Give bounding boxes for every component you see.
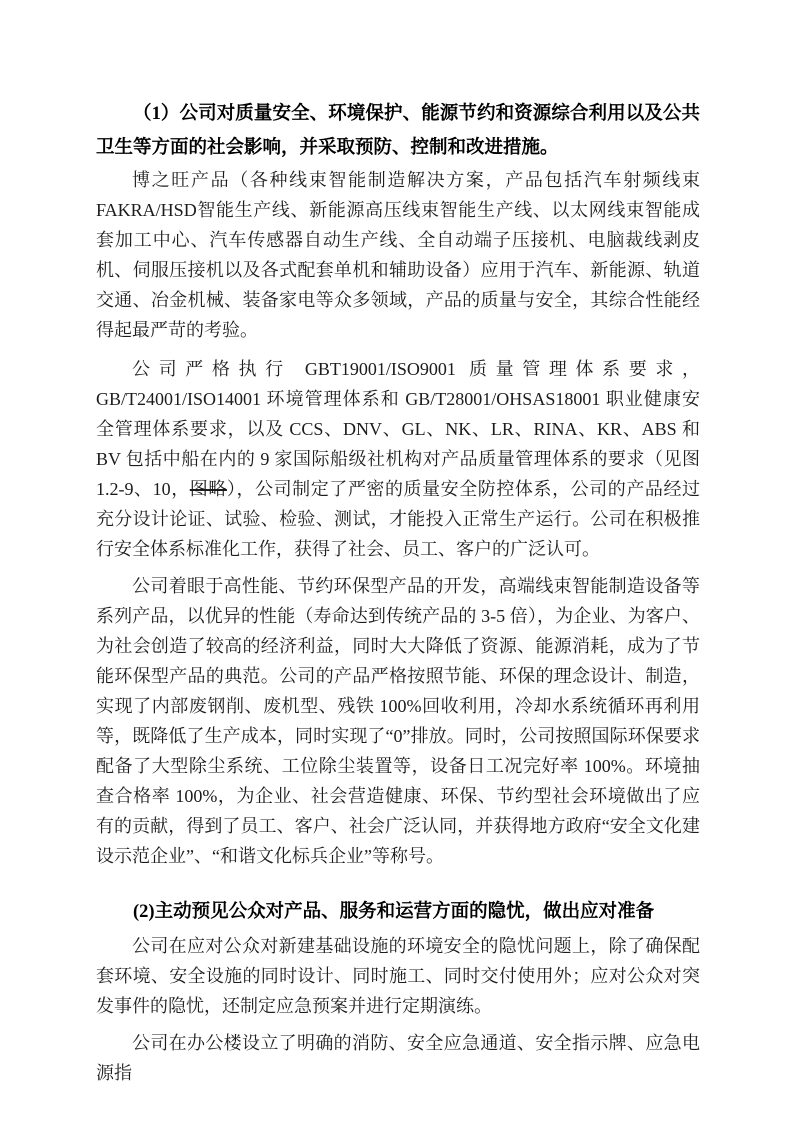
paragraph-products: 博之旺产品（各种线束智能制造解决方案，产品包括汽车射频线束 FAKRA/HSD智能生产线、新能源高压线束智能生产线、以太网线束智能成套加工中心、汽车传感器自动生产线、全自动端子压接机、电脑裁线剥皮机、伺服压接机以及各式配套单机和辅助设备）应用于汽车、新能源、轨道交通、冶金机械、装备家电等众多领域，产品的质量与安全，其综合性能经得起最严苛的考验。 [96, 170, 700, 340]
strikethrough-figure-note: 图略 [189, 479, 227, 499]
paragraph-public-concern: 公司在应对公众对新建基础设施的环境安全的隐忧问题上，除了确保配套环境、安全设施的同时设计、同时施工、同时交付使用外；应对公众对突发事件的隐忧，还制定应急预案并进行定期演练。 [96, 936, 700, 1016]
paragraph-fire-safety: 公司在办公楼设立了明确的消防、安全应急通道、安全指示牌、应急电源指 [96, 1033, 700, 1083]
paragraph-eco-products: 公司着眼于高性能、节约环保型产品的开发，高端线束智能制造设备等系列产品，以优异的性能（寿命达到传统产品的 3-5 倍），为企业、为客户、为社会创造了较高的经济利益，同时大大降低了资源、能源消耗，成为了节能环保型产品的典范。公司的产品严格按照节能、环保的理念设计、制造，实现了内部废钢削、废机型、残铁 100%回收利用，冷却水系统循环再利用等，既降低了生产成本，同时实现了“0”排放。同时，公司按照国际环保要求配备了大型除尘系统、工位除尘装置等，设备日工况完好率 100%。环境抽查合格率 100%，为企业、社会营造健康、环保、节约型社会环境做出了应有的贡献，得到了员工、客户、社会广泛认同，并获得地方政府“安全文化建设示范企业”、“和谐文化标兵企业”等称号。 [96, 576, 700, 866]
paragraph-quality-system [96, 354, 700, 564]
quality-text-after-strike: ），公司制定了严密的质量安全防控体系，公司的产品经过充分设计论证、试验、检验、测试，才能投入正常生产运行。公司在积极推行安全体系标准化工作，获得了社会、员工、客户的广泛认可。 [96, 479, 701, 559]
section-2-heading: (2)主动预见公众对产品、服务和运营方面的隐忧，做出应对准备 [133, 902, 655, 922]
section-1-heading: （1）公司对质量安全、环境保护、能源节约和资源综合利用以及公共卫生等方面的社会影响，并采取预防、控制和改进措施。 [96, 104, 700, 158]
quality-text-before-strike: 公司严格执行 GBT19001/ISO9001 质量管理体系要求，GB/T24001/ISO14001 环境管理体系和 GB/T28001/OHSAS18001 职业健康安全管理体系要求，以及 CCS、DNV、GL、NK、LR、RINA、KR、ABS 和 BV 包括中船在内的 9 家国际船级社机构对产品质量管理体系的要求（见图 1.2-9、10， [96, 359, 700, 499]
